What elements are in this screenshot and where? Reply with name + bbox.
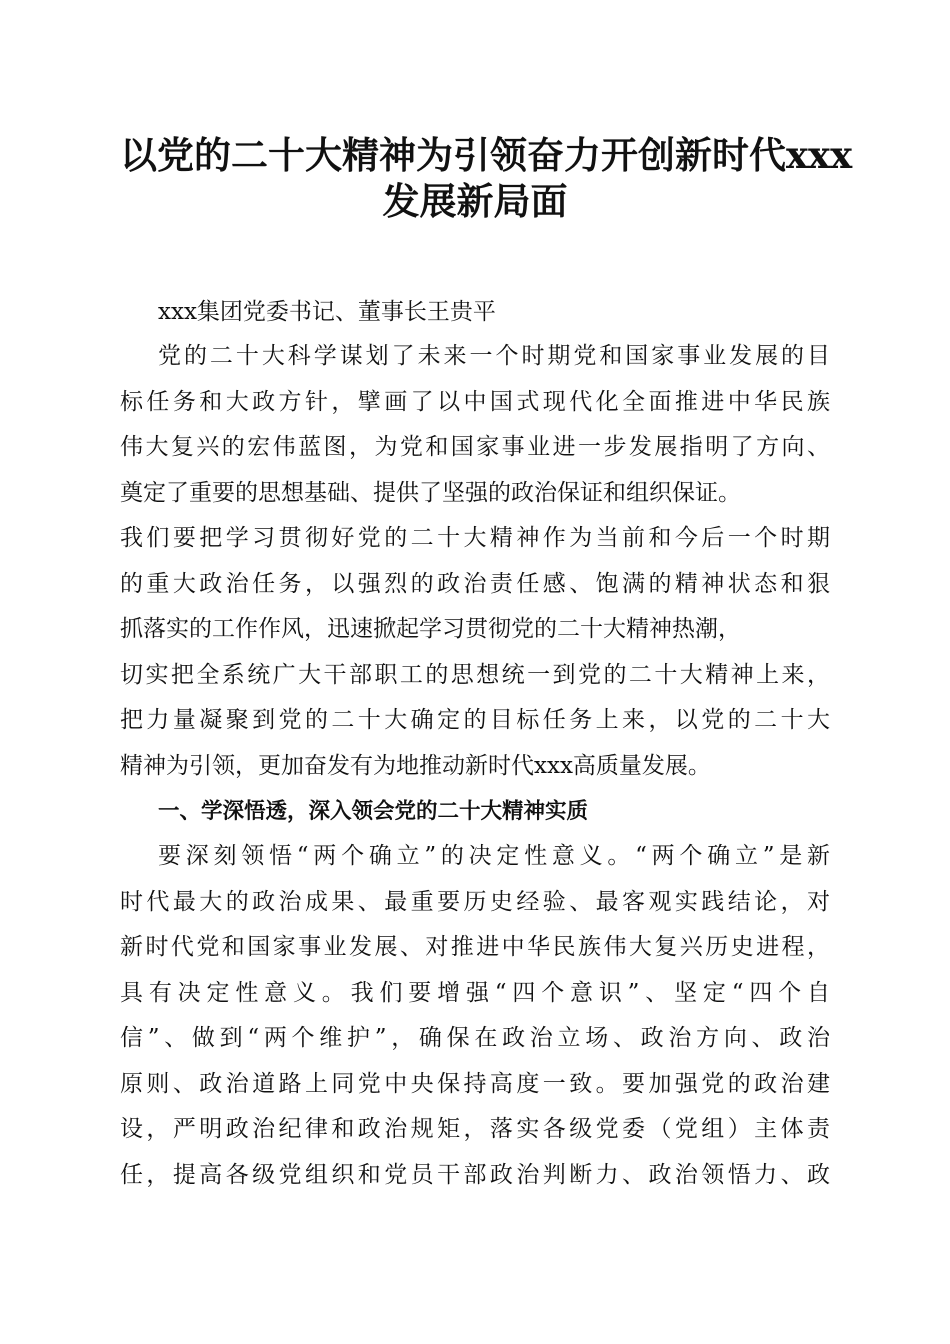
document-page — [120, 132, 853, 1198]
intro-line: 精神为引领，更加奋发有为地推动新时代xxx高质量发展。 — [120, 752, 711, 779]
title-line-1: 以党的二十大精神为引领奋力开创新时代xxx — [120, 133, 853, 177]
document-title — [120, 132, 853, 224]
intro-line: 的重大政治任务，以强烈的政治责任感、饱满的精神状态和狠 — [120, 570, 830, 597]
intro-line: 奠定了重要的思想基础、提供了坚强的政治保证和组织保证。 — [120, 479, 741, 506]
section1-line: 新时代党和国家事业发展、对推进中华民族伟大复兴历史进程， — [120, 934, 830, 960]
intro-line: 我们要把学习贯彻好党的二十大精神作为当前和今后一个时期 — [120, 525, 830, 551]
intro-line: 抓落实的工作作风，迅速掀起学习贯彻党的二十大精神热潮， — [120, 616, 741, 642]
section1-line: 信”、做到“两个维护”，确保在政治立场、政治方向、政治 — [120, 1025, 830, 1051]
intro-line: 切实把全系统广大干部职工的思想统一到党的二十大精神上来， — [120, 661, 830, 688]
section1-paragraph — [120, 834, 830, 1198]
intro-line: 标任务和大政方针，擘画了以中国式现代化全面推进中华民族 — [120, 388, 830, 415]
section1-line: 具有决定性意义。我们要增强“四个意识”、坚定“四个自 — [120, 979, 830, 1006]
author-line: xxx集团党委书记、董事长王贵平 — [158, 299, 496, 325]
section1-line: 原则、政治道路上同党中央保持高度一致。要加强党的政治建 — [120, 1070, 830, 1097]
intro-line: 党的二十大科学谋划了未来一个时期党和国家事业发展的目 — [158, 343, 830, 369]
intro-line: 伟大复兴的宏伟蓝图，为党和国家事业进一步发展指明了方向、 — [120, 434, 830, 460]
intro-line: 把力量凝聚到党的二十大确定的目标任务上来，以党的二十大 — [120, 707, 830, 733]
section1-line: 任，提高各级党组织和党员干部政治判断力、政治领悟力、政 — [120, 1161, 830, 1188]
section1-line: 设，严明政治纪律和政治规矩，落实各级党委（党组）主体责 — [120, 1116, 830, 1142]
section-heading-1: 一、学深悟透，深入领会党的二十大精神实质 — [158, 799, 589, 824]
section1-line: 时代最大的政治成果、最重要历史经验、最客观实践结论，对 — [120, 888, 830, 915]
section1-line: 要深刻领悟“两个确立”的决定性意义。“两个确立”是新 — [158, 843, 830, 869]
title-line-2: 发展新局面 — [382, 179, 568, 223]
intro-paragraph — [120, 334, 830, 789]
